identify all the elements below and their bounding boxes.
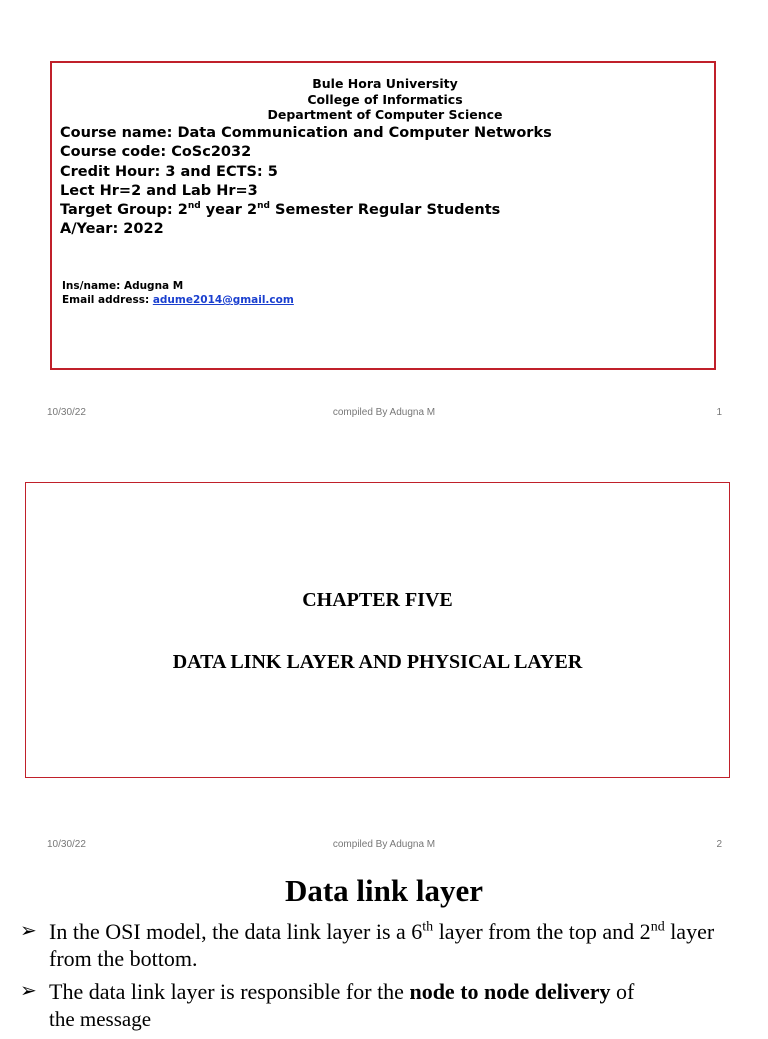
footer-date: 10/30/22 [47,839,86,850]
credit-hour: Credit Hour: 3 and ECTS: 5 [60,163,278,180]
lecture-lab-hours: Lect Hr=2 and Lab Hr=3 [60,182,258,199]
target-group: Target Group: 2nd year 2nd Semester Regular Students [60,201,501,219]
university-name: Bule Hora University [312,76,458,91]
slide-title: Data link layer [284,873,484,908]
arrow-bullet-icon: ➢ [20,980,37,1002]
slide-2 [0,435,768,860]
college-name: College of Informatics [307,91,463,107]
slide-footer [0,839,768,855]
bullet-item [20,918,750,972]
bullet-list [20,918,750,1039]
email-label: Email address: [62,294,153,306]
course-code: Course code: CoSc2032 [60,144,252,161]
email-link[interactable]: adume2014@gmail.com [152,294,294,306]
institution-header [52,76,718,123]
bullet-text: In the OSI model, the data link layer is a 6th layer from the top and 2nd layer from the bottom. [49,919,715,971]
slide-number: 1 [716,407,722,418]
course-details [60,124,552,240]
course-name: Course name: Data Communication and Computer Networks [60,125,552,141]
bullet-text: The data link layer is responsible for the node to node delivery of the message [49,979,635,1031]
slide-3 [0,860,768,1031]
chapter-box [25,482,730,778]
bullet-item [20,978,750,1033]
instructor-info [62,279,294,307]
chapter-number: CHAPTER FIVE [302,589,453,611]
slide-footer [0,407,768,423]
slide-1 [0,0,768,435]
arrow-bullet-icon: ➢ [20,920,37,942]
department-name: Department of Computer Science [267,107,503,122]
footer-author: compiled By Adugna M [332,407,436,418]
footer-date: 10/30/22 [47,407,86,418]
chapter-title: DATA LINK LAYER AND PHYSICAL LAYER [172,651,583,673]
academic-year: A/Year: 2022 [60,221,164,238]
email-row [62,293,294,307]
slide-number: 2 [716,839,722,850]
course-info-box [50,61,716,370]
footer-author: compiled By Adugna M [332,839,436,850]
instructor-name: Ins/name: Adugna M [62,280,184,292]
